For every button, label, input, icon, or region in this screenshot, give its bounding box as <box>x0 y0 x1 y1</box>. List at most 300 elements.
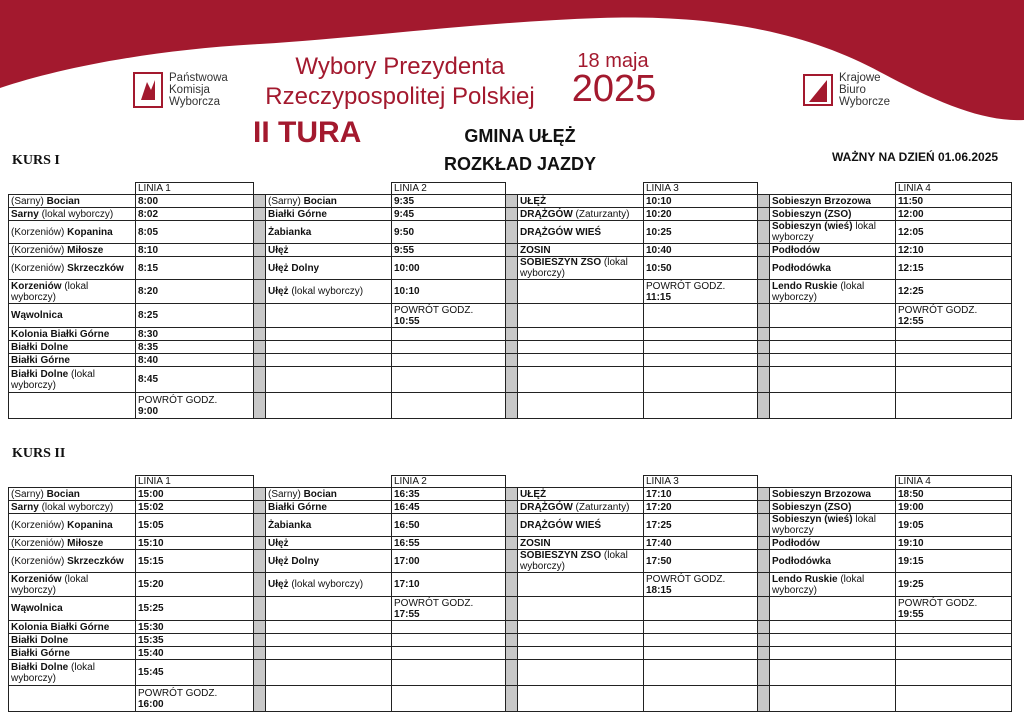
table-row <box>9 621 1012 634</box>
table-row <box>9 660 1012 686</box>
column-gap <box>758 280 770 304</box>
return-time-cell <box>644 573 758 597</box>
stop-name: DRĄŻGÓW <box>520 208 573 220</box>
stop-prefix: (Sarny) <box>268 488 304 500</box>
departure-time: 15:20 <box>136 573 254 597</box>
column-gap <box>506 393 518 419</box>
stop-cell <box>770 621 896 634</box>
departure-time: 19:25 <box>896 573 1012 597</box>
departure-time <box>644 367 758 393</box>
line-header: LINIA 2 <box>392 476 506 488</box>
table-row <box>9 514 1012 537</box>
stop-cell <box>266 660 392 686</box>
stop-cell <box>518 328 644 341</box>
stop-cell <box>518 660 644 686</box>
departure-time: 12:10 <box>896 244 1012 257</box>
column-gap <box>506 647 518 660</box>
stop-cell <box>518 647 644 660</box>
departure-time: 12:25 <box>896 280 1012 304</box>
stop-cell <box>9 280 136 304</box>
stop-cell <box>518 280 644 304</box>
table-row <box>9 501 1012 514</box>
column-gap <box>506 550 518 573</box>
departure-time <box>896 686 1012 712</box>
stop-name: Kolonia Białki Górne <box>11 621 110 633</box>
column-gap <box>506 280 518 304</box>
stop-name: Białki Dolne <box>11 368 69 380</box>
return-time: 11:15 <box>646 291 672 303</box>
column-gap <box>254 304 266 328</box>
stop-cell <box>266 257 392 280</box>
line-header: LINIA 1 <box>136 183 254 195</box>
stop-cell <box>9 244 136 257</box>
departure-time: 18:50 <box>896 488 1012 501</box>
column-gap <box>758 686 770 712</box>
column-gap <box>758 221 770 244</box>
stop-cell <box>9 660 136 686</box>
stop-name: Lendo Ruskie <box>772 280 838 292</box>
stop-suffix: (lokal wyborczy) <box>520 257 628 279</box>
stop-suffix: (Zaturzanty) <box>572 208 630 220</box>
departure-time <box>392 621 506 634</box>
departure-time <box>392 686 506 712</box>
stop-cell <box>266 573 392 597</box>
column-gap <box>506 304 518 328</box>
stop-cell <box>9 550 136 573</box>
stop-cell <box>9 647 136 660</box>
stop-name: Kopanina <box>67 226 113 238</box>
stop-name: Sobieszyn (ZSO) <box>772 501 852 513</box>
stop-cell <box>9 393 136 419</box>
stop-prefix: (Sarny) <box>11 488 47 500</box>
return-time-cell <box>392 304 506 328</box>
column-gap <box>758 660 770 686</box>
column-gap <box>758 647 770 660</box>
stop-suffix: (lokal wyborczy) <box>11 661 95 684</box>
departure-time: 8:35 <box>136 341 254 354</box>
column-gap <box>506 686 518 712</box>
table-row <box>9 341 1012 354</box>
stop-suffix: (lokal wyborczy) <box>11 280 89 303</box>
stop-name: Korzeniów <box>11 573 62 585</box>
departure-time: 15:15 <box>136 550 254 573</box>
table-row <box>9 304 1012 328</box>
stop-name: Białki Górne <box>11 647 70 659</box>
column-gap <box>506 537 518 550</box>
stop-cell <box>770 393 896 419</box>
stop-cell <box>518 537 644 550</box>
departure-time <box>644 328 758 341</box>
departure-time: 8:10 <box>136 244 254 257</box>
departure-time: 10:20 <box>644 208 758 221</box>
departure-time: 12:15 <box>896 257 1012 280</box>
column-gap <box>506 195 518 208</box>
stop-name: Ułęż Dolny <box>268 262 320 274</box>
column-gap <box>758 597 770 621</box>
departure-time: 16:50 <box>392 514 506 537</box>
stop-cell <box>770 550 896 573</box>
return-label: POWRÓT GODZ. <box>898 597 978 609</box>
stop-cell <box>9 597 136 621</box>
column-gap <box>254 328 266 341</box>
stop-cell <box>770 195 896 208</box>
departure-time: 9:50 <box>392 221 506 244</box>
stop-name: Ułęż <box>268 244 289 256</box>
departure-time: 16:45 <box>392 501 506 514</box>
departure-time <box>896 660 1012 686</box>
stop-cell <box>770 328 896 341</box>
stop-cell <box>770 280 896 304</box>
stop-cell <box>9 354 136 367</box>
departure-time <box>392 660 506 686</box>
departure-time: 15:35 <box>136 634 254 647</box>
stop-cell <box>9 634 136 647</box>
table-row <box>9 488 1012 501</box>
stop-cell <box>266 634 392 647</box>
stop-name: Ułęż <box>268 537 289 549</box>
stop-cell <box>770 367 896 393</box>
stop-suffix: (lokal wyborczy) <box>38 208 114 220</box>
stop-name: Sobieszyn Brzozowa <box>772 195 871 207</box>
stop-name: Białki Dolne <box>11 341 69 353</box>
departure-time <box>644 341 758 354</box>
stop-cell <box>266 328 392 341</box>
column-gap <box>506 341 518 354</box>
departure-time: 16:35 <box>392 488 506 501</box>
line-header: LINIA 3 <box>644 476 758 488</box>
stop-name: ZOSIN <box>520 537 551 549</box>
table-row <box>9 647 1012 660</box>
page-title <box>250 52 550 112</box>
return-label: POWRÓT GODZ. <box>898 304 978 316</box>
column-gap <box>254 686 266 712</box>
stop-name: Kopanina <box>67 519 113 531</box>
stop-name: UŁĘŻ <box>520 488 547 500</box>
departure-time <box>644 621 758 634</box>
column-gap <box>758 208 770 221</box>
table-row <box>9 257 1012 280</box>
departure-time <box>392 354 506 367</box>
stop-cell <box>9 488 136 501</box>
return-label: POWRÓT GODZ. <box>138 394 218 406</box>
stop-cell <box>9 221 136 244</box>
departure-time <box>392 393 506 419</box>
departure-time: 10:25 <box>644 221 758 244</box>
column-gap <box>758 244 770 257</box>
stop-cell <box>9 514 136 537</box>
eagle-icon <box>712 38 772 118</box>
stop-prefix: (Korzeniów) <box>11 555 68 567</box>
stop-cell <box>770 537 896 550</box>
stop-prefix: (Korzeniów) <box>11 519 68 531</box>
stop-cell <box>9 304 136 328</box>
column-gap <box>506 514 518 537</box>
column-gap <box>506 221 518 244</box>
stop-cell <box>518 341 644 354</box>
pkw-logo-line: Wyborcza <box>169 96 221 108</box>
election-date-year: 2025 <box>571 68 657 110</box>
return-time: 9:00 <box>138 405 159 417</box>
gmina-label: GMINA UŁĘŻ <box>464 126 576 146</box>
departure-time: 12:00 <box>896 208 1012 221</box>
departure-time: 15:10 <box>136 537 254 550</box>
stop-cell <box>266 367 392 393</box>
stop-cell <box>9 208 136 221</box>
stop-name: Wąwolnica <box>11 603 63 614</box>
stop-cell <box>518 221 644 244</box>
stop-name: Sobieszyn Brzozowa <box>772 488 871 500</box>
stop-cell <box>518 597 644 621</box>
return-time-cell <box>896 597 1012 621</box>
stop-cell <box>518 367 644 393</box>
stop-name: Ułęż <box>268 579 289 590</box>
return-time: 17:55 <box>394 608 420 620</box>
table-row <box>9 354 1012 367</box>
departure-time: 10:10 <box>392 280 506 304</box>
stop-cell <box>770 244 896 257</box>
stop-name: Podłodów <box>772 537 820 549</box>
stop-name: Korzeniów <box>11 280 62 292</box>
column-gap <box>506 634 518 647</box>
kurs-2-table <box>8 475 1012 712</box>
column-gap <box>506 501 518 514</box>
stop-cell <box>266 621 392 634</box>
column-gap <box>758 550 770 573</box>
column-gap <box>254 195 266 208</box>
stop-cell <box>266 354 392 367</box>
departure-time <box>644 660 758 686</box>
stop-cell <box>518 621 644 634</box>
stop-cell <box>9 367 136 393</box>
stop-name: Miłosze <box>67 244 104 256</box>
stop-prefix: (Korzeniów) <box>11 262 68 274</box>
stop-name: Bocian <box>303 488 337 500</box>
column-gap <box>254 537 266 550</box>
stop-cell <box>266 244 392 257</box>
stop-cell <box>770 341 896 354</box>
stop-cell <box>266 304 392 328</box>
stop-prefix: (Korzeniów) <box>11 537 68 549</box>
return-time-cell <box>392 597 506 621</box>
table-row <box>9 550 1012 573</box>
column-gap <box>254 488 266 501</box>
line-header: LINIA 1 <box>136 476 254 488</box>
departure-time: 8:02 <box>136 208 254 221</box>
departure-time: 19:15 <box>896 550 1012 573</box>
stop-cell <box>518 244 644 257</box>
stop-prefix: (Korzeniów) <box>11 226 68 238</box>
column-gap <box>254 501 266 514</box>
stop-name: Bocian <box>46 195 80 207</box>
departure-time: 19:10 <box>896 537 1012 550</box>
stop-name: Kolonia Białki Górne <box>11 328 110 340</box>
pkw-logo-mark-icon <box>133 72 163 108</box>
departure-time: 10:00 <box>392 257 506 280</box>
departure-time: 15:40 <box>136 647 254 660</box>
stop-cell <box>770 208 896 221</box>
stop-prefix: (Korzeniów) <box>11 244 68 256</box>
departure-time <box>896 367 1012 393</box>
stop-name: DRĄŻGÓW WIEŚ <box>520 226 602 238</box>
column-gap <box>758 257 770 280</box>
column-gap <box>506 660 518 686</box>
stop-cell <box>770 660 896 686</box>
departure-time: 15:30 <box>136 621 254 634</box>
rozklad-label: ROZKŁAD JAZDY <box>444 154 596 174</box>
column-gap <box>254 341 266 354</box>
stop-cell <box>518 514 644 537</box>
column-gap <box>758 393 770 419</box>
stop-cell <box>770 354 896 367</box>
column-gap <box>758 354 770 367</box>
departure-time: 15:02 <box>136 501 254 514</box>
departure-time: 17:20 <box>644 501 758 514</box>
departure-time <box>896 341 1012 354</box>
stop-suffix: (lokal wyborczy) <box>772 573 865 596</box>
line-header: LINIA 3 <box>644 183 758 195</box>
table-row <box>9 597 1012 621</box>
stop-cell <box>9 573 136 597</box>
departure-time: 19:05 <box>896 514 1012 537</box>
departure-time: 9:55 <box>392 244 506 257</box>
departure-time: 10:10 <box>644 195 758 208</box>
column-gap <box>758 304 770 328</box>
title-line-2: Rzeczypospolitej Polskiej <box>265 83 535 110</box>
column-gap <box>254 597 266 621</box>
stop-cell <box>770 257 896 280</box>
stop-name: Białki Górne <box>11 354 70 366</box>
stop-suffix: (lokal wyborczy) <box>772 280 865 303</box>
column-gap <box>254 208 266 221</box>
table-row <box>9 686 1012 712</box>
return-time: 18:15 <box>646 584 672 596</box>
stop-cell <box>266 686 392 712</box>
return-time: 10:55 <box>394 315 420 327</box>
departure-time <box>392 367 506 393</box>
stop-name: Białki Górne <box>268 208 327 220</box>
stop-cell <box>9 501 136 514</box>
table-row <box>9 367 1012 393</box>
kbw-logo-line: Wyborcze <box>839 96 891 108</box>
stop-cell <box>518 686 644 712</box>
departure-time: 10:50 <box>644 257 758 280</box>
stop-name: Podłodówka <box>772 262 831 274</box>
stop-cell <box>9 621 136 634</box>
stop-cell <box>770 304 896 328</box>
line-header: LINIA 2 <box>392 183 506 195</box>
stop-name: Bocian <box>46 488 80 500</box>
line-header: LINIA 4 <box>896 183 1012 195</box>
stop-cell <box>518 195 644 208</box>
column-gap <box>506 244 518 257</box>
stop-cell <box>266 537 392 550</box>
stop-cell <box>770 634 896 647</box>
column-gap <box>254 621 266 634</box>
stop-suffix: (lokal wyborczy) <box>38 501 114 513</box>
stop-name: Żabianka <box>268 226 312 238</box>
stop-cell <box>9 537 136 550</box>
stop-name: Lendo Ruskie <box>772 573 838 585</box>
stop-name: Sobieszyn (ZSO) <box>772 208 852 220</box>
departure-time <box>392 341 506 354</box>
return-label: POWRÓT GODZ. <box>138 687 218 699</box>
departure-time: 8:05 <box>136 221 254 244</box>
stop-name: Sobieszyn (wieś) <box>772 514 853 525</box>
column-gap <box>758 488 770 501</box>
kbw-logo-line: Biuro <box>839 84 866 96</box>
stop-cell <box>266 393 392 419</box>
stop-name: UŁĘŻ <box>520 195 547 207</box>
departure-time: 9:45 <box>392 208 506 221</box>
departure-time: 17:25 <box>644 514 758 537</box>
valid-date-label: WAŻNY NA DZIEŃ 01.06.2025 <box>832 150 999 164</box>
kurs-2-title: KURS II <box>12 446 66 461</box>
column-gap <box>506 573 518 597</box>
table-row <box>9 195 1012 208</box>
stop-cell <box>518 550 644 573</box>
departure-time: 19:00 <box>896 501 1012 514</box>
stop-name: Skrzeczków <box>67 555 124 567</box>
kbw-logo-mark-icon <box>803 72 833 108</box>
stop-name: Ułęż <box>268 286 289 297</box>
stop-cell <box>266 647 392 660</box>
stop-cell <box>518 354 644 367</box>
stop-name: ZOSIN <box>520 244 551 256</box>
departure-time: 17:10 <box>644 488 758 501</box>
column-gap <box>506 597 518 621</box>
stop-name: Bocian <box>303 195 337 207</box>
stop-name: Miłosze <box>67 537 104 549</box>
departure-time: 8:15 <box>136 257 254 280</box>
pkw-logo-line: Państwowa <box>169 72 228 84</box>
departure-time: 15:45 <box>136 660 254 686</box>
return-time-cell <box>644 280 758 304</box>
stop-cell <box>518 304 644 328</box>
return-time-cell <box>136 686 254 712</box>
stop-cell <box>266 341 392 354</box>
column-gap <box>254 634 266 647</box>
stop-suffix: (lokal wyborczy) <box>520 550 628 572</box>
departure-time <box>392 328 506 341</box>
departure-time <box>392 634 506 647</box>
stop-cell <box>9 328 136 341</box>
column-gap <box>506 367 518 393</box>
table-row <box>9 573 1012 597</box>
departure-time <box>896 354 1012 367</box>
table-row <box>9 208 1012 221</box>
stop-cell <box>9 257 136 280</box>
stop-cell <box>266 597 392 621</box>
stop-cell <box>518 257 644 280</box>
column-gap <box>254 550 266 573</box>
departure-time <box>896 328 1012 341</box>
column-gap <box>254 244 266 257</box>
stop-name: Sobieszyn (wieś) <box>772 221 853 232</box>
stop-cell <box>770 221 896 244</box>
departure-time: 11:50 <box>896 195 1012 208</box>
table-row <box>9 537 1012 550</box>
stop-suffix: (Zaturzanty) <box>572 501 630 513</box>
stop-cell <box>9 195 136 208</box>
departure-time: 15:00 <box>136 488 254 501</box>
column-gap <box>506 621 518 634</box>
departure-time <box>896 393 1012 419</box>
column-gap <box>254 367 266 393</box>
stop-cell <box>770 597 896 621</box>
departure-time <box>644 393 758 419</box>
stop-suffix: (lokal wyborczy) <box>288 579 364 590</box>
election-date-day: 18 maja <box>577 50 649 72</box>
